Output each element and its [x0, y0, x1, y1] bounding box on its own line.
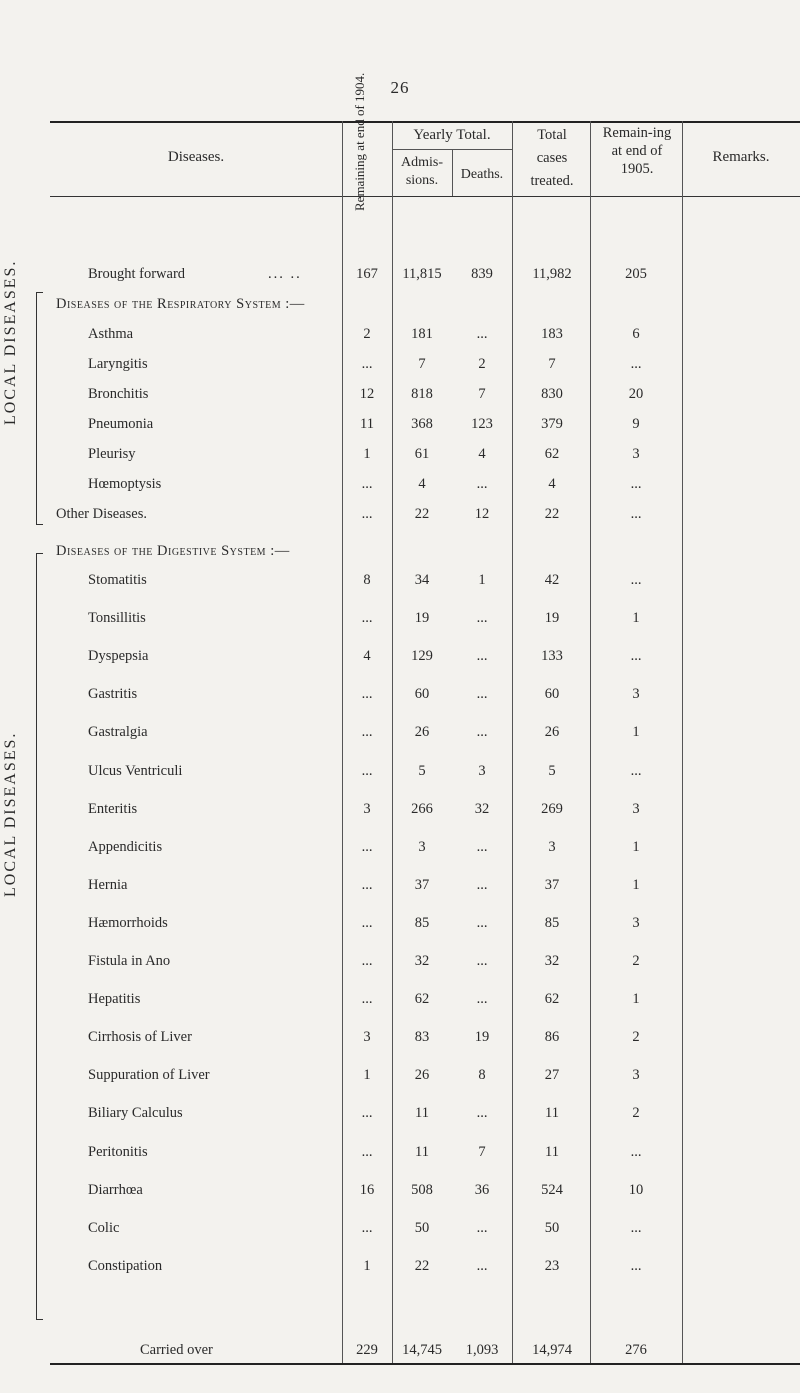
header-remaining-start: Remaining at end of 1904.	[352, 72, 367, 211]
table-row-carried-over	[0, 1342, 800, 1366]
cell-deaths: ...	[476, 876, 488, 893]
cell-remaining-end: ...	[630, 1257, 642, 1274]
row-label: Ulcus Ventriculi	[88, 762, 183, 779]
cell-deaths: ...	[476, 1105, 488, 1122]
cell-total: 37	[544, 876, 560, 893]
table-row	[0, 991, 800, 1015]
cell-remaining-end: 1	[632, 724, 640, 741]
brace	[36, 1311, 43, 1320]
table-row	[0, 1258, 800, 1282]
header-bottom-rule	[50, 196, 800, 197]
table-row	[0, 1182, 800, 1206]
cell-deaths: ...	[476, 476, 488, 492]
cell-total: 62	[544, 446, 560, 462]
cell-total: 524	[541, 1181, 563, 1198]
row-label: Peritonitis	[88, 1143, 148, 1160]
row-label: Hæmorrhoids	[88, 914, 168, 931]
table-row	[0, 801, 800, 825]
row-label: Dyspepsia	[88, 648, 149, 665]
table-row	[0, 610, 800, 634]
table-row-other-diseases	[0, 506, 800, 530]
cell-deaths: ...	[476, 1257, 488, 1274]
row-label: Fistula in Ano	[88, 953, 171, 969]
table-row	[0, 1220, 800, 1244]
cell-total: 32	[544, 953, 560, 969]
table-row	[0, 763, 800, 787]
row-label: Gastritis	[88, 686, 138, 703]
cell-remaining: ...	[361, 610, 373, 627]
cell-remaining: ...	[361, 1143, 373, 1160]
cell-admissions: 61	[414, 446, 430, 462]
cell-deaths: ...	[476, 610, 488, 627]
cell-deaths: ...	[476, 1219, 488, 1236]
cell-admissions: 14,745	[402, 1342, 442, 1358]
table-row	[0, 476, 800, 500]
row-label: Asthma	[88, 326, 134, 342]
side-label-local-diseases: LOCAL DISEASES.	[2, 259, 19, 425]
cell-remaining: 8	[363, 572, 371, 588]
table-top-rule	[50, 121, 800, 123]
cell-admissions: 85	[414, 914, 430, 931]
page-number: 26	[390, 78, 410, 97]
table-row	[0, 915, 800, 939]
cell-remaining-end: 2	[632, 953, 640, 969]
cell-remaining-end: 205	[625, 266, 647, 282]
cell-admissions: 4	[418, 476, 426, 492]
cell-total: 22	[544, 506, 560, 522]
cell-remaining: 11	[360, 416, 374, 432]
row-label: Brought forward	[88, 266, 186, 282]
cell-remaining-end: 3	[632, 914, 640, 931]
cell-remaining: 1	[363, 1067, 371, 1084]
cell-total: 26	[544, 724, 560, 741]
cell-deaths: 7	[478, 386, 486, 402]
cell-deaths: ...	[476, 953, 488, 969]
cell-remaining: 229	[356, 1342, 378, 1358]
row-label: Suppuration of Liver	[88, 1067, 210, 1084]
row-label: Colic	[88, 1219, 120, 1236]
row-label: Hepatitis	[88, 991, 141, 1008]
cell-admissions: 181	[411, 326, 433, 342]
cell-deaths: ...	[476, 914, 488, 931]
cell-admissions: 11	[415, 1105, 429, 1122]
cell-remaining-end: 2	[632, 1029, 640, 1046]
cell-deaths: 19	[474, 1029, 490, 1046]
row-label: Hernia	[88, 876, 128, 893]
row-label: Cirrhosis of Liver	[88, 1029, 192, 1046]
cell-total: 11	[545, 1105, 559, 1122]
cell-admissions: 5	[418, 762, 426, 779]
cell-total: 42	[544, 572, 560, 588]
table-row	[0, 1144, 800, 1168]
cell-total: 60	[544, 686, 560, 703]
cell-total: 19	[544, 610, 560, 627]
cell-deaths: ...	[476, 838, 488, 855]
table-row	[0, 446, 800, 470]
row-label: Carried over	[140, 1342, 213, 1358]
cell-remaining-end: 276	[625, 1342, 647, 1358]
header-deaths: Deaths.	[460, 167, 504, 182]
cell-admissions: 3	[418, 838, 426, 855]
table-row	[0, 386, 800, 410]
table-row	[0, 724, 800, 748]
cell-total: 11	[545, 1143, 559, 1160]
cell-remaining: ...	[361, 724, 373, 741]
row-label: Gastralgia	[88, 724, 148, 741]
cell-remaining-end: 3	[632, 686, 640, 703]
cell-total: 85	[544, 914, 560, 931]
cell-remaining: 167	[356, 266, 378, 282]
row-label: Enteritis	[88, 800, 138, 817]
cell-remaining-end: ...	[630, 572, 642, 588]
cell-remaining-end: ...	[630, 506, 642, 522]
cell-remaining-end: 3	[632, 446, 640, 462]
cell-deaths: 839	[471, 266, 493, 282]
cell-remaining: 12	[359, 386, 375, 402]
cell-total: 27	[544, 1067, 560, 1084]
cell-deaths: 4	[478, 446, 486, 462]
section-heading: Diseases of the Digestive System :—	[56, 543, 290, 559]
row-label: Bronchitis	[88, 386, 149, 402]
cell-admissions: 11,815	[402, 266, 442, 282]
cell-remaining-end: 1	[632, 610, 640, 627]
cell-admissions: 37	[414, 876, 430, 893]
row-label: Pleurisy	[88, 446, 136, 462]
cell-total: 183	[541, 326, 563, 342]
cell-deaths: 123	[471, 416, 493, 432]
cell-remaining: ...	[361, 686, 373, 703]
table-row	[0, 953, 800, 977]
cell-remaining: ...	[361, 1219, 373, 1236]
cell-admissions: 266	[411, 800, 433, 817]
cell-deaths: ...	[476, 686, 488, 703]
cell-remaining: 4	[363, 648, 371, 665]
cell-deaths: 1	[478, 572, 486, 588]
cell-total: 269	[541, 800, 563, 817]
row-label: Hœmoptysis	[88, 476, 162, 492]
section-heading-respiratory	[0, 296, 800, 320]
cell-remaining: ...	[361, 506, 373, 522]
table-row	[0, 356, 800, 380]
row-label: Pneumonia	[88, 416, 154, 432]
cell-admissions: 26	[414, 1067, 430, 1084]
table-row	[0, 326, 800, 350]
cell-remaining: ...	[361, 356, 373, 372]
cell-remaining-end: 20	[628, 386, 644, 402]
cell-remaining: 2	[363, 326, 371, 342]
cell-deaths: ...	[476, 326, 488, 342]
cell-remaining-end: 3	[632, 1067, 640, 1084]
row-label: Laryngitis	[88, 356, 148, 372]
table-row	[0, 839, 800, 863]
cell-remaining-end: ...	[630, 1219, 642, 1236]
cell-total: 4	[548, 476, 556, 492]
row-label: Biliary Calculus	[88, 1105, 183, 1122]
cell-admissions: 60	[414, 686, 430, 703]
cell-remaining: ...	[361, 953, 373, 969]
row-label: Stomatitis	[88, 572, 147, 588]
cell-remaining: ...	[361, 914, 373, 931]
cell-total: 3	[548, 838, 556, 855]
table-row	[0, 686, 800, 710]
cell-deaths: ...	[476, 724, 488, 741]
cell-remaining-end: 9	[632, 416, 640, 432]
cell-total: 86	[544, 1029, 560, 1046]
header-remarks: Remarks.	[712, 149, 770, 165]
header-remaining-end: Remain-ing at end of 1905.	[602, 125, 672, 177]
cell-admissions: 22	[414, 1257, 430, 1274]
cell-remaining: 1	[363, 446, 371, 462]
cell-admissions: 26	[414, 724, 430, 741]
cell-remaining-end: ...	[630, 762, 642, 779]
cell-total: 14,974	[532, 1342, 572, 1358]
cell-total: 23	[544, 1257, 560, 1274]
table-row	[0, 1029, 800, 1053]
table-row	[0, 648, 800, 672]
cell-remaining-end: ...	[630, 476, 642, 492]
cell-deaths: 2	[478, 356, 486, 372]
cell-admissions: 22	[414, 506, 430, 522]
cell-deaths: 3	[478, 762, 486, 779]
cell-deaths: 1,093	[465, 1342, 499, 1358]
cell-remaining: 3	[363, 1029, 371, 1046]
cell-remaining-end: 1	[632, 838, 640, 855]
section-heading: Diseases of the Respiratory System :—	[56, 296, 305, 312]
cell-remaining: ...	[361, 838, 373, 855]
cell-deaths: ...	[476, 991, 488, 1008]
table-row	[0, 416, 800, 440]
cell-remaining-end: 2	[632, 1105, 640, 1122]
cell-admissions: 7	[418, 356, 426, 372]
table-row	[0, 572, 800, 596]
cell-admissions: 62	[414, 991, 430, 1008]
cell-total: 830	[541, 386, 563, 402]
table-row	[0, 1067, 800, 1091]
cell-total: 62	[544, 991, 560, 1008]
cell-remaining-end: 6	[632, 326, 640, 342]
cell-admissions: 11	[415, 1143, 429, 1160]
cell-total: 11,982	[532, 266, 572, 282]
row-label: Diarrhœa	[88, 1181, 143, 1198]
header-total-cases: Total cases treated.	[530, 127, 574, 189]
cell-deaths: ...	[476, 648, 488, 665]
header-yearly-total: Yearly Total.	[413, 127, 491, 143]
cell-remaining: ...	[361, 991, 373, 1008]
cell-remaining: ...	[361, 1105, 373, 1122]
cell-remaining-end: 10	[628, 1181, 644, 1198]
cell-remaining-end: ...	[630, 648, 642, 665]
table-row-brought-forward	[0, 266, 800, 290]
cell-total: 7	[548, 356, 556, 372]
cell-admissions: 368	[411, 416, 433, 432]
cell-total: 50	[544, 1219, 560, 1236]
cell-total: 379	[541, 416, 563, 432]
side-label-local-diseases: LOCAL DISEASES.	[2, 731, 19, 897]
cell-remaining-end: 1	[632, 876, 640, 893]
cell-remaining-end: 1	[632, 991, 640, 1008]
cell-admissions: 19	[414, 610, 430, 627]
row-label: Tonsillitis	[88, 610, 146, 627]
cell-deaths: 36	[474, 1181, 490, 1198]
cell-remaining: ...	[361, 762, 373, 779]
cell-remaining: 16	[359, 1181, 375, 1198]
table-row	[0, 877, 800, 901]
cell-admissions: 32	[414, 953, 430, 969]
cell-deaths: 12	[474, 506, 490, 522]
cell-deaths: 8	[478, 1067, 486, 1084]
table-row	[0, 1105, 800, 1129]
cell-deaths: 32	[474, 800, 490, 817]
leader-dots: ... ..	[268, 266, 302, 282]
cell-remaining: ...	[361, 476, 373, 492]
cell-remaining-end: ...	[630, 356, 642, 372]
row-label: Constipation	[88, 1257, 163, 1274]
cell-total: 5	[548, 762, 556, 779]
cell-admissions: 50	[414, 1219, 430, 1236]
section-heading-digestive	[0, 543, 800, 567]
row-label: Other Diseases.	[56, 506, 148, 522]
cell-admissions: 508	[411, 1181, 433, 1198]
cell-remaining: 3	[363, 800, 371, 817]
cell-admissions: 34	[414, 572, 430, 588]
cell-deaths: 7	[478, 1143, 486, 1160]
cell-admissions: 818	[411, 386, 433, 402]
cell-remaining-end: ...	[630, 1143, 642, 1160]
cell-remaining: 1	[363, 1257, 371, 1274]
header-diseases: Diseases.	[167, 149, 225, 165]
header-admissions: Admis-sions.	[401, 155, 443, 188]
cell-total: 133	[541, 648, 563, 665]
cell-remaining-end: 3	[632, 800, 640, 817]
cell-remaining: ...	[361, 876, 373, 893]
cell-admissions: 129	[411, 648, 433, 665]
cell-admissions: 83	[414, 1029, 430, 1046]
row-label: Appendicitis	[88, 838, 163, 855]
